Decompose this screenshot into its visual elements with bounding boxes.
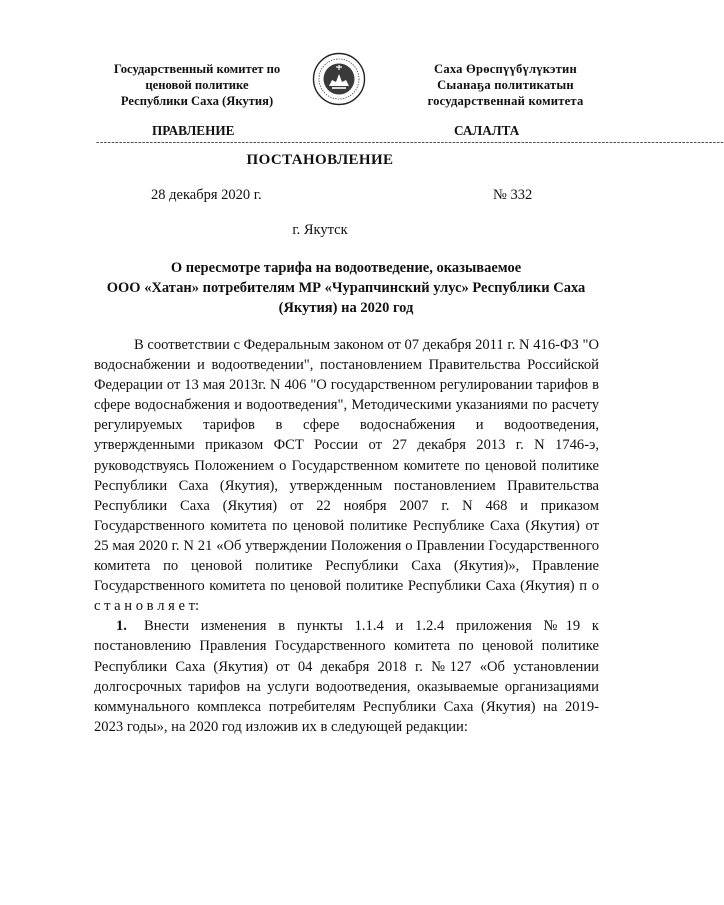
committee-name-line: Государственный комитет по bbox=[113, 62, 281, 76]
document-body bbox=[94, 335, 599, 737]
committee-name-line: Сыанаҕа политикатын bbox=[437, 78, 574, 92]
subject-line: (Якутия) на 2020 год bbox=[278, 300, 414, 316]
board-label-russian: ПРАВЛЕНИЕ bbox=[152, 123, 235, 138]
subject-line: ООО «Хатан» потребителям МР «Чурапчинский улус» Республики Саха bbox=[106, 280, 586, 296]
coat-of-arms-icon bbox=[312, 52, 366, 106]
document-number: № 332 bbox=[493, 187, 533, 203]
committee-name-yakut bbox=[403, 61, 608, 109]
subject-line: О пересмотре тарифа на водоотведение, оказываемое bbox=[170, 260, 522, 276]
committee-name-line: ценовой политике bbox=[145, 78, 249, 92]
item-text: Внести изменения в пункты 1.1.4 и 1.2.4 приложения №19 к постановлению Правления Государственного комитета по ценовой политике Республики Саха (Якутия) от 04 декабря 2018 г. №127 «Об установлении долгосрочных тарифов на услуги водоотведения, оказываемые организациями коммунального комплекса потребителям Республики Саха (Якутия) на 2019-2023 годы», на 2020 год изложив их в следующей редакции: bbox=[94, 618, 599, 735]
document-type-title: ПОСТАНОВЛЕНИЕ bbox=[246, 152, 394, 168]
preamble-paragraph: В соответствии с Федеральным законом от 07 декабря 2011 г. N 416-ФЗ "О водоснабжении и водоотведении", постановлением Правительства Российской Федерации от 13 мая 2013г. N 406 "О государственном регулировании тарифов в сфере водоснабжения и водоотведения", Методическими указаниями по расчету регулируемых тарифов в сфере водоснабжения и водоотведения, утвержденными приказом ФСТ России от 27 декабря 2013 г. N 1746-э, руководствуясь Положением о Государственном комитете по ценовой политике Республики Саха (Якутия), утвержденным постановлением Правительства Республики Саха (Якутия) от 22 ноября 2007 г. N 468 и приказом Государственного комитета по ценовой политике Республике Саха (Якутия) от 25 мая 2020 г. N 21 «Об утверждении Положения о Правлении Государственного комитета по ценовой политике Республики Саха (Якутия)», Правление Государственного комитета по ценовой политике Республики Саха (Якутия) п о с т а н о в л я е т: bbox=[94, 337, 599, 615]
committee-name-line: Саха Өрөспүүбүлүкэтин bbox=[434, 62, 577, 76]
document-subject bbox=[90, 258, 602, 318]
header-divider: -------------------------------------------------------------------------------------------------------------------------------------------------------------------- bbox=[96, 137, 724, 148]
board-label-yakut: САЛАЛТА bbox=[454, 123, 520, 138]
item-number: 1. bbox=[116, 618, 127, 635]
committee-name-line: государственнай комитета bbox=[427, 94, 584, 108]
resolution-item bbox=[94, 616, 599, 737]
document-city: г. Якутск bbox=[292, 222, 348, 238]
document-date: 28 декабря 2020 г. bbox=[151, 187, 262, 203]
committee-name-line: Республики Саха (Якутия) bbox=[120, 94, 274, 108]
committee-name-russian bbox=[92, 61, 302, 109]
